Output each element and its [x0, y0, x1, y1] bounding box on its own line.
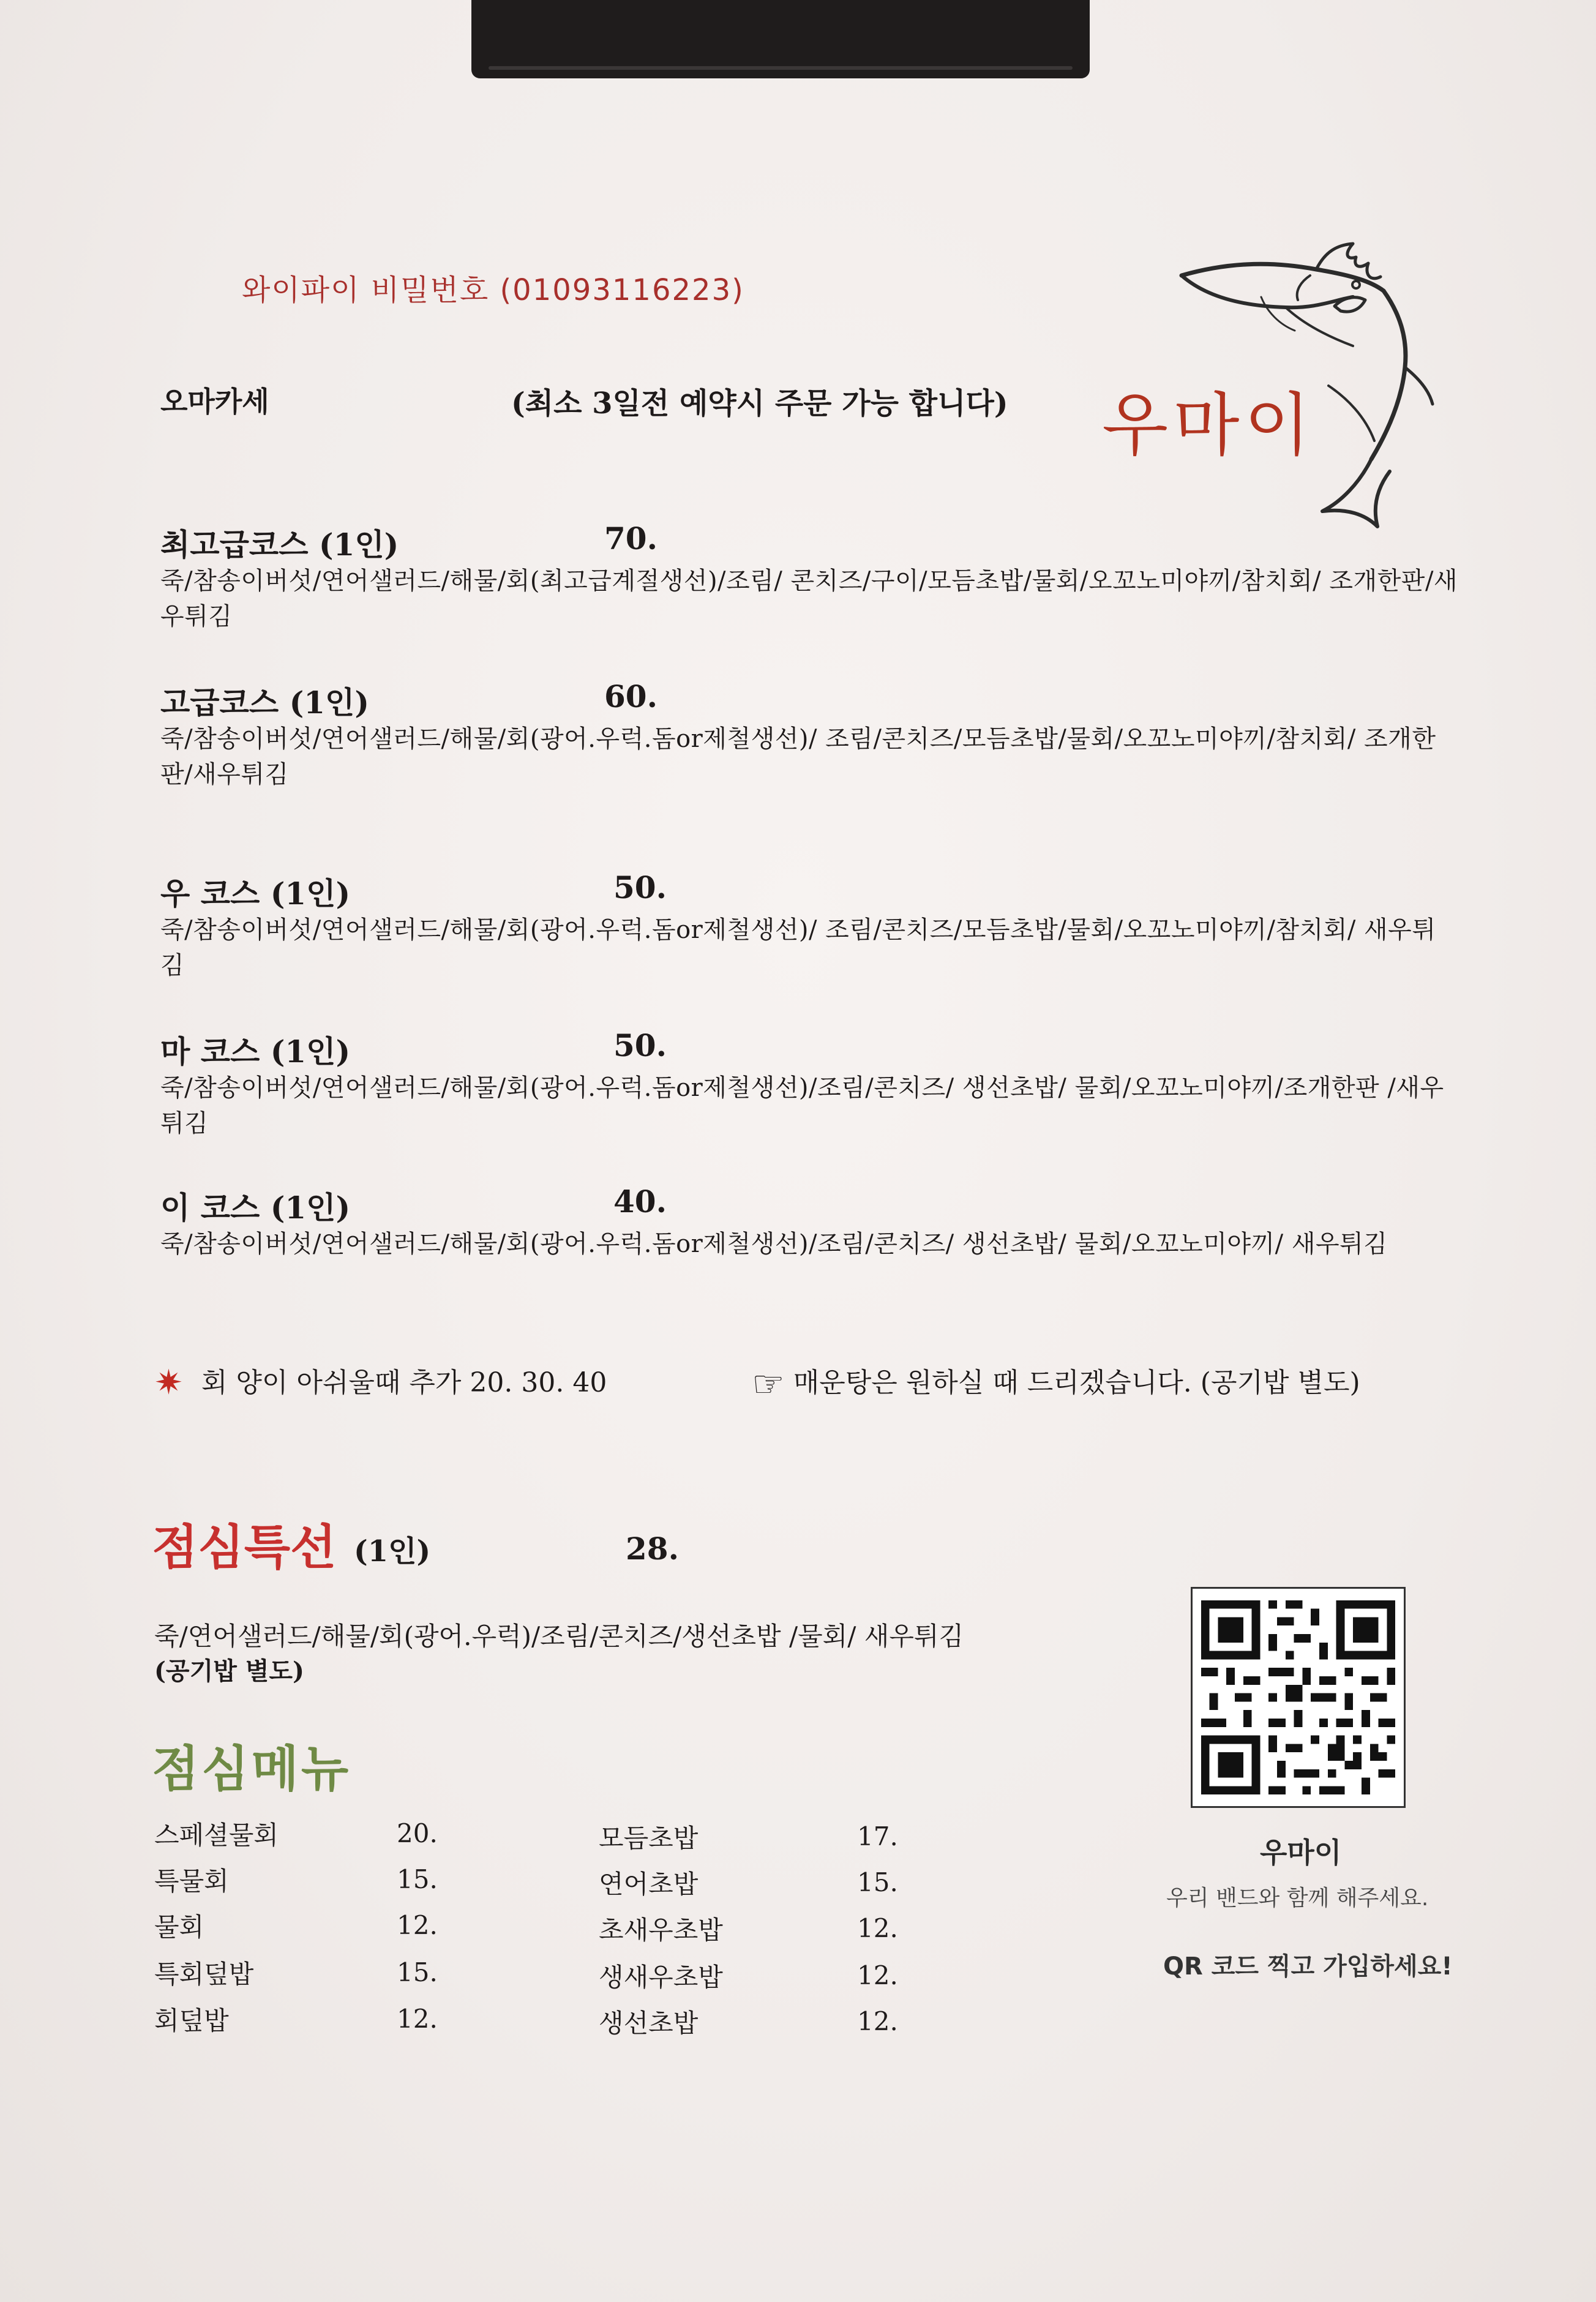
lunch-special-note: (공기밥 별도)	[154, 1657, 304, 1685]
course-price: 70.	[604, 520, 658, 557]
course-u	[160, 869, 1477, 983]
wifi-password: 와이파이 비밀번호 (01093116223)	[242, 273, 744, 307]
menu-item-name: 스페셜물회	[154, 1820, 279, 1850]
menu-item-name: 특물회	[154, 1866, 229, 1896]
maeuntang-note	[752, 1360, 1360, 1406]
extra-portion-note	[154, 1360, 607, 1403]
course-desc: 죽/참송이버섯/연어샐러드/해물/회(광어.우럭.돔or제철생선)/ 조림/콘치즈/모듬초밥/물회/오꼬노미야끼/참치회/ 새우튀김	[160, 916, 1436, 980]
reservation-notice: (최소 3일전 예약시 주문 가능 합니다)	[511, 386, 1008, 421]
menu-item-price: 12.	[857, 1960, 898, 1990]
course-name: 마 코스 (1인)	[160, 1033, 351, 1070]
menu-item-price: 15.	[397, 1864, 438, 1894]
course-price: 50.	[613, 1027, 667, 1063]
qr-brand-label: 우마이	[1260, 1836, 1342, 1869]
menu-item-name: 생새우초밥	[599, 1962, 723, 1992]
course-price: 40.	[613, 1183, 667, 1220]
menu-item-name: 모듬초밥	[599, 1823, 699, 1853]
extra-note-text: 회 양이 아쉬울때 추가 20. 30. 40	[201, 1367, 607, 1398]
menu-item-price: 15.	[397, 1957, 438, 1987]
course-name: 고급코스 (1인)	[160, 684, 370, 721]
lunch-special-serving: (1인)	[354, 1534, 431, 1569]
course-name: 우 코스 (1인)	[160, 875, 351, 912]
menu-item-price: 12.	[857, 1913, 898, 1943]
menu-item-name: 생선초밥	[599, 2008, 699, 2038]
menu-item-price: 17.	[857, 1821, 898, 1851]
course-desc: 죽/참송이버섯/연어샐러드/해물/회(최고급계절생선)/조림/ 콘치즈/구이/모듬초밥/물회/오꼬노미야끼/참치회/ 조개한판/새우튀김	[160, 567, 1458, 631]
qr-code-graphic	[1193, 1589, 1404, 1806]
lunch-special-desc: 죽/연어샐러드/해물/회(광어.우럭)/조림/콘치즈/생선초밥 /물회/ 새우튀김	[154, 1621, 964, 1651]
menu-item-name: 특회덮밥	[154, 1959, 254, 1989]
menu-item-name: 회덮밥	[154, 2006, 229, 2036]
course-deluxe	[160, 678, 1477, 792]
course-ma	[160, 1027, 1477, 1141]
course-name: 최고급코스 (1인)	[160, 527, 399, 563]
course-desc: 죽/참송이버섯/연어샐러드/해물/회(광어.우럭.돔or제철생선)/ 조림/콘치즈/모듬초밥/물회/오꼬노미야끼/참치회/ 조개한판/새우튀김	[160, 725, 1436, 789]
course-name: 이 코스 (1인)	[160, 1190, 351, 1226]
menu-item-name: 초새우초밥	[599, 1915, 723, 1945]
red-asterisk-icon: ✷	[154, 1363, 183, 1403]
pointing-hand-icon: ☞	[752, 1363, 785, 1406]
lunch-menu-title: 점심메뉴	[152, 1741, 351, 1798]
clipboard-clip	[471, 0, 1090, 78]
qr-join-text: QR 코드 찍고 가입하세요!	[1163, 1952, 1453, 1981]
qr-subtitle: 우리 밴드와 함께 해주세요.	[1166, 1886, 1429, 1911]
menu-item-name: 물회	[154, 1912, 204, 1942]
course-premium	[160, 520, 1477, 634]
course-price: 50.	[613, 869, 667, 905]
menu-item-name: 연어초밥	[599, 1869, 699, 1899]
brand-logo: 우마이	[1102, 386, 1316, 465]
menu-item-price: 20.	[397, 1818, 438, 1848]
qr-code[interactable]	[1191, 1587, 1406, 1808]
menu-item-price: 12.	[857, 2006, 898, 2036]
course-desc: 죽/참송이버섯/연어샐러드/해물/회(광어.우럭.돔or제철생선)/조림/콘치즈/ 생선초밥/ 물회/오꼬노미야끼/조개한판 /새우튀김	[160, 1074, 1444, 1138]
maeuntang-note-text: 매운탕은 원하실 때 드리겠습니다. (공기밥 별도)	[793, 1367, 1360, 1398]
omakase-label: 오마카세	[160, 385, 269, 418]
course-i	[160, 1183, 1477, 1262]
menu-item-price: 12.	[397, 2004, 438, 2034]
course-desc: 죽/참송이버섯/연어샐러드/해물/회(광어.우럭.돔or제철생선)/조림/콘치즈/ 생선초밥/ 물회/오꼬노미야끼/ 새우튀김	[160, 1230, 1388, 1258]
menu-item-price: 15.	[857, 1867, 898, 1897]
fish-sketch-icon	[1169, 239, 1439, 545]
menu-item-price: 12.	[397, 1910, 438, 1940]
course-price: 60.	[604, 678, 658, 714]
lunch-special-title: 점심특선	[152, 1520, 337, 1575]
lunch-special-price: 28.	[626, 1531, 679, 1567]
